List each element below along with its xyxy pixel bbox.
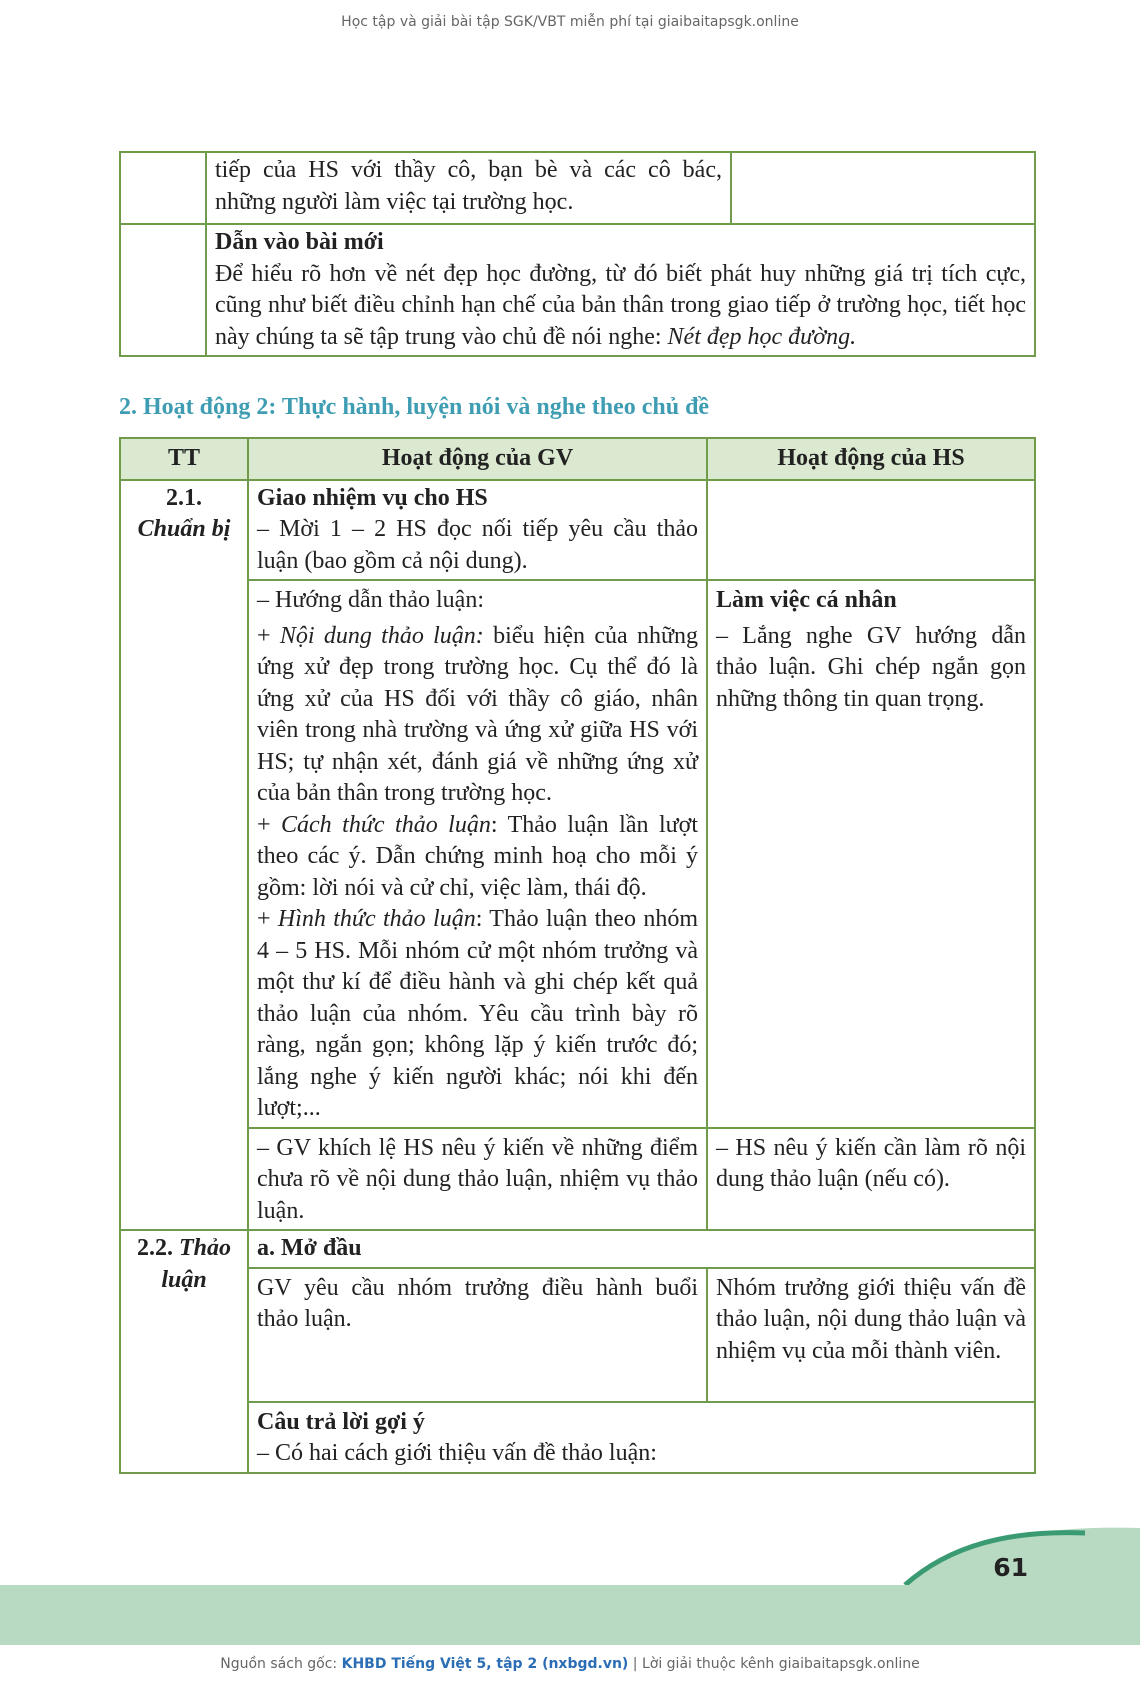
hs-leader-cell: Nhóm trưởng giới thiệu vấn đề thảo luận, nội dung thảo luận và nhiệm vụ của mỗi thành viên. xyxy=(707,1268,1035,1402)
table-row xyxy=(120,1268,1035,1402)
top-row-1-gv xyxy=(206,152,731,224)
footer-prefix: Nguồn sách gốc: xyxy=(220,1656,342,1672)
top-row-1-text: tiếp của HS với thầy cô, bạn bè và các cô bác, những người làm việc tại trường học. xyxy=(215,157,722,215)
table-header-row xyxy=(120,438,1035,480)
top-row-2 xyxy=(120,224,1035,356)
footer-band xyxy=(0,1585,1140,1645)
hs-individual-title: Làm việc cá nhân xyxy=(716,587,897,613)
top-row-2-tt xyxy=(120,224,206,356)
table-row xyxy=(120,1230,1035,1268)
tt-empty-cell xyxy=(120,580,248,1128)
answer-title: Câu trả lời gợi ý xyxy=(257,1408,425,1435)
open-title-cell xyxy=(248,1230,1035,1268)
table-row xyxy=(120,1402,1035,1473)
guide-method-label: Cách thức thảo luận xyxy=(281,811,491,838)
intro-topic: Nét đẹp học đường. xyxy=(667,323,857,350)
section-2-1-label xyxy=(120,480,248,581)
section-2-2-label xyxy=(120,1230,248,1473)
open-title: a. Mở đầu xyxy=(257,1235,362,1261)
top-table xyxy=(119,151,1036,357)
header-note: Học tập và giải bài tập SGK/VBT miễn phí tại giaibaitapsgk.online xyxy=(341,14,799,30)
section-2-2-word: Thảo luận xyxy=(161,1235,231,1293)
hs-individual-body: – Lắng nghe GV hướng dẫn thảo luận. Ghi chép ngắn gọn những thông tin quan trọng. xyxy=(716,622,1026,712)
section-2-1-word: Chuẩn bị xyxy=(137,516,231,542)
guide-content: + Nội dung thảo luận: biểu hiện của những ứng xử đẹp trong trường học. Cụ thể đó là ứng xử của HS đối với thầy cô giáo, nhân viên trong nhà trường và ứng xử giữa HS với HS; tự nhận xét, đánh giá về những ứng xử của bản thân trong trường học. xyxy=(257,622,698,806)
gv-encourage-cell: – GV khích lệ HS nêu ý kiến về những điểm chưa rõ về nội dung thảo luận, nhiệm vụ thảo luận. xyxy=(248,1128,707,1231)
section-heading: 2. Hoạt động 2: Thực hành, luyện nói và nghe theo chủ đề xyxy=(119,394,710,420)
hs-individual-cell xyxy=(707,580,1035,1128)
answer-cell xyxy=(248,1402,1035,1473)
page-number: 61 xyxy=(993,1553,1028,1582)
footer-book: KHBD Tiếng Việt 5, tập 2 (nxbgd.vn) xyxy=(341,1656,629,1672)
gv-task-cell xyxy=(248,480,707,581)
task-body: – Mời 1 – 2 HS đọc nối tiếp yêu cầu thảo luận (bao gồm cả nội dung). xyxy=(257,516,698,574)
table-row xyxy=(120,580,1035,1128)
top-row-1-tt xyxy=(120,152,206,224)
table-row xyxy=(120,480,1035,581)
intro-title: Dẫn vào bài mới xyxy=(215,229,384,255)
tt-empty-cell xyxy=(120,1128,248,1231)
header-tt: TT xyxy=(120,438,248,480)
answer-body: – Có hai cách giới thiệu vấn đề thảo luận: xyxy=(257,1440,657,1466)
top-row-2-content xyxy=(206,224,1035,356)
guide-format: + Hình thức thảo luận: Thảo luận theo nhóm 4 – 5 HS. Mỗi nhóm cử một nhóm trưởng và một thư kí để điều hành và ghi chép kết quả thảo luận của nhóm. Yêu cầu trình bày rõ ràng, ngắn gọn; không lặp ý kiến trước đó; lắng nghe ý kiến người khác; nói khi đến lượt;... xyxy=(257,906,698,1121)
section-2-1-num: 2.1. xyxy=(166,484,202,511)
gv-request-cell: GV yêu cầu nhóm trưởng điều hành buổi thảo luận. xyxy=(248,1268,707,1402)
hs-clarify-cell: – HS nêu ý kiến cần làm rõ nội dung thảo luận (nếu có). xyxy=(707,1128,1035,1231)
guide-intro: – Hướng dẫn thảo luận: xyxy=(257,587,484,613)
table-row xyxy=(120,1128,1035,1231)
guide-format-label: Hình thức thảo luận xyxy=(277,906,476,932)
hs-empty-cell xyxy=(707,480,1035,581)
footer-suffix: | Lời giải thuộc kênh giaibaitapsgk.online xyxy=(628,1656,920,1672)
intro-body: Để hiểu rõ hơn về nét đẹp học đường, từ đó biết phát huy những giá trị tích cực, cũng như biết điều chỉnh hạn chế của bản thân trong giao tiếp ở trường học, tiết học này chúng ta sẽ tập trung vào chủ đề nói nghe: xyxy=(215,260,1026,350)
activity-table xyxy=(119,437,1036,1474)
task-title: Giao nhiệm vụ cho HS xyxy=(257,484,488,511)
footer-note xyxy=(0,1656,1140,1672)
gv-guide-cell xyxy=(248,580,707,1128)
top-row-1 xyxy=(120,152,1035,224)
guide-content-label: Nội dung thảo luận: xyxy=(279,622,484,649)
header-hs: Hoạt động của HS xyxy=(707,438,1035,480)
top-row-1-hs xyxy=(731,152,1035,224)
guide-method: + Cách thức thảo luận: Thảo luận lần lượt theo các ý. Dẫn chứng minh hoạ cho mỗi ý gồm: lời nói và cử chỉ, việc làm, thái độ. xyxy=(257,811,698,901)
header-gv: Hoạt động của GV xyxy=(248,438,707,480)
section-2-2-num: 2.2. xyxy=(136,1235,173,1261)
